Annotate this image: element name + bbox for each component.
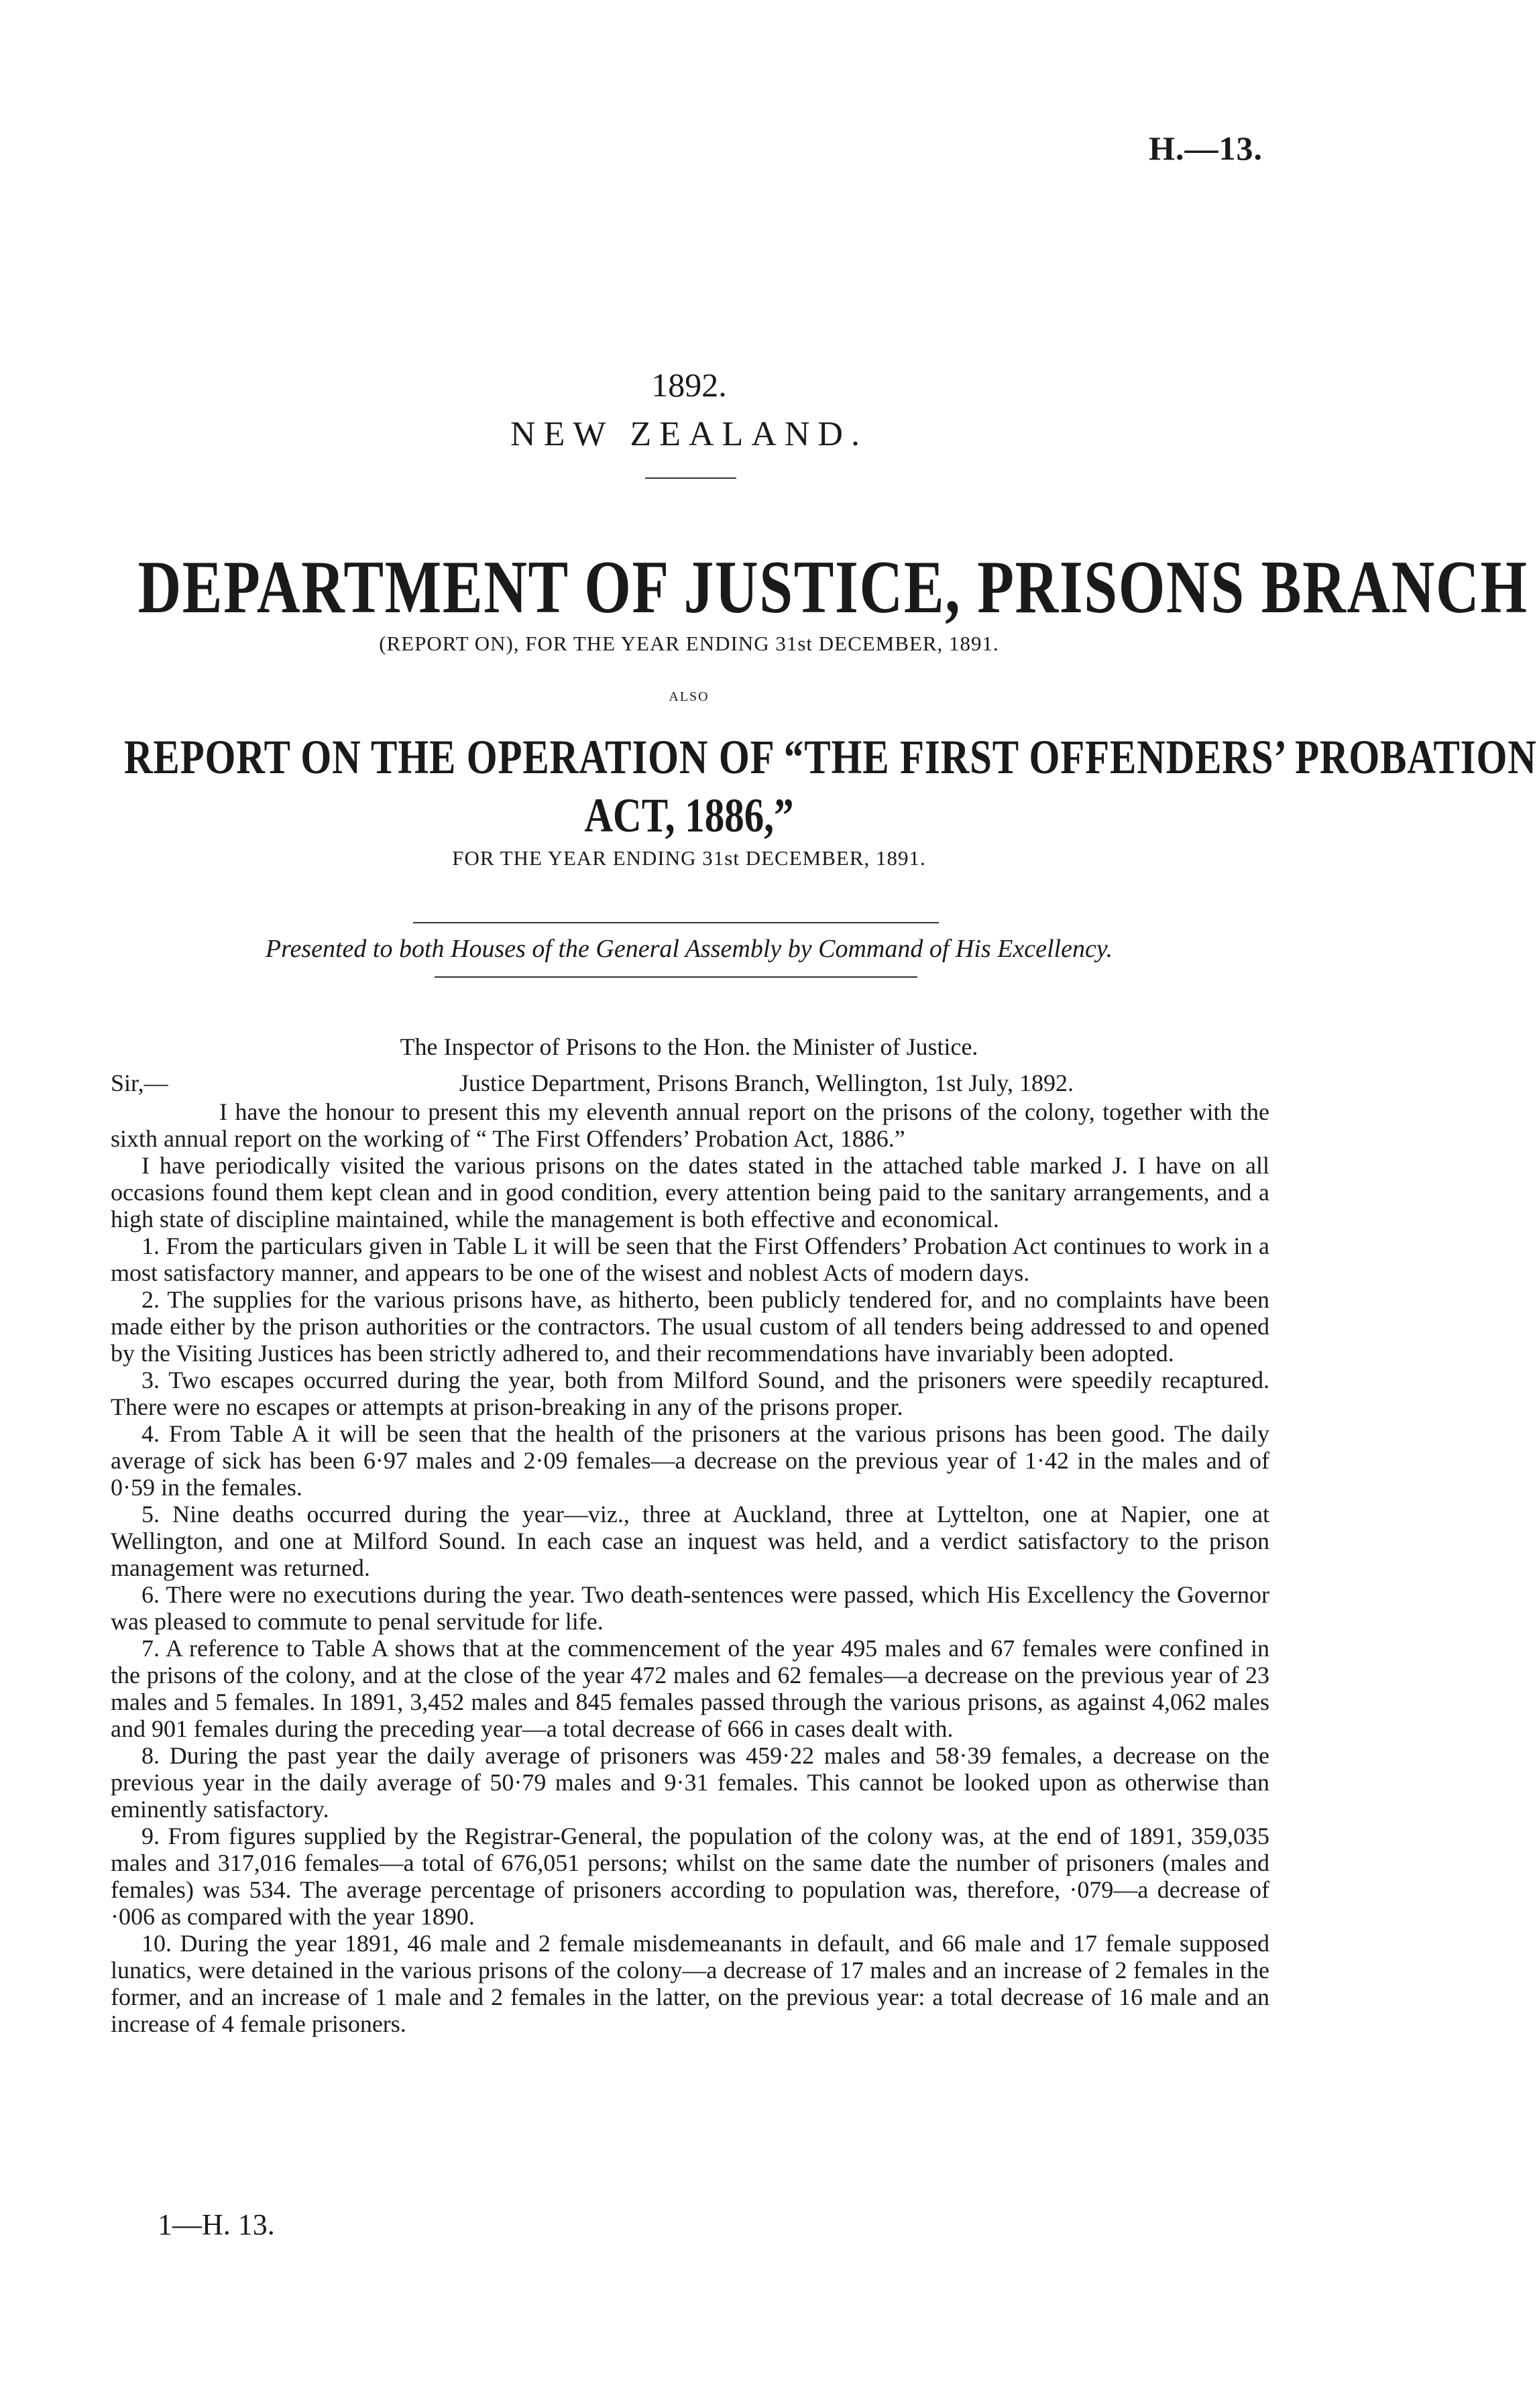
paragraph-2: 2. The supplies for the various prisons have, as hitherto, been publicly tendered for, and no complaints have been made either by the prison authorities or the contractors. The usual custom of all tenders being addressed to and opened by the Visiting Justices has been strictly adhered to, and their recommendations have invariably been adopted. <box>111 1286 1269 1367</box>
paragraph-5: 5. Nine deaths occurred during the year—viz., three at Auckland, three at Lyttelton, one at Napier, one at Wellington, and one at Milford Sound. In each case an inquest was held, and a verdict satisfactory to the prison management was returned. <box>111 1501 1269 1581</box>
document-reference: H.—13. <box>1149 129 1263 167</box>
paragraph-10: 10. During the year 1891, 46 male and 2 female misdemeanants in default, and 66 male and 17 female supposed lunatics, were detained in the various prisons of the colony—a decrease of 17 males and an increase of 2 females in the former, and an increase of 1 male and 2 females in the latter, on the previous year: a total decrease of 16 male and an increase of 4 female prisoners. <box>111 1930 1269 2037</box>
paragraph-visits: I have periodically visited the various prisons on the dates stated in the attached table marked J. I have on all occasions found them kept clean and in good condition, every attention being paid to the sanitary arrangements, and a high state of discipline maintained, while the management is both effective and economical. <box>111 1152 1269 1232</box>
also-label: ALSO <box>669 689 709 704</box>
second-report-title: REPORT ON THE OPERATION OF “THE FIRST OFFENDERS’ PROBATION <box>123 730 1537 784</box>
report-subtitle: (REPORT ON), FOR THE YEAR ENDING 31st DECEMBER, 1891. <box>379 632 999 655</box>
dateline: Justice Department, Prisons Branch, Wellington, 1st July, 1892. <box>459 1070 1074 1096</box>
paragraph-6: 6. There were no executions during the year. Two death-sentences were passed, which His Excellency the Governor was pleased to commute to penal servitude for life. <box>111 1581 1269 1635</box>
paragraph-4: 4. From Table A it will be seen that the health of the prisoners at the various prisons has been good. The daily average of sick has been 6·97 males and 2·09 females—a decrease on the previous year of 1·42 in the males and of 0·59 in the females. <box>111 1420 1269 1501</box>
letter-body <box>111 1098 1269 2037</box>
letter-address-line: The Inspector of Prisons to the Hon. the Minister of Justice. <box>400 1033 978 1060</box>
paragraph-1: 1. From the particulars given in Table L it will be seen that the First Offenders’ Probation Act continues to work in a most satisfactory manner, and appears to be one of the wisest and noblest Acts of modern days. <box>111 1232 1269 1286</box>
divider <box>645 477 736 479</box>
second-report-subtitle: FOR THE YEAR ENDING 31st DECEMBER, 1891. <box>452 846 926 870</box>
presented-line: Presented to both Houses of the General Assembly by Command of His Excellency. <box>265 935 1113 963</box>
country-heading: NEW ZEALAND. <box>510 415 868 453</box>
second-report-title-continued: ACT, 1886,” <box>584 789 794 842</box>
divider <box>435 976 917 978</box>
paragraph-3: 3. Two escapes occurred during the year, both from Milford Sound, and the prisoners were speedily recaptured. There were no escapes or attempts at prison-breaking in any of the prisons proper. <box>111 1367 1269 1420</box>
salutation: Sir,— <box>111 1070 168 1096</box>
document-year: 1892. <box>651 366 727 404</box>
paragraph-9: 9. From figures supplied by the Registrar-General, the population of the colony was, at the end of 1891, 359,035 males and 317,016 females—a total of 676,051 persons; whilst on the same date the number of prisoners (males and females) was 534. The average percentage of prisoners according to population was, therefore, ·079—a decrease of ·006 as compared with the year 1890. <box>111 1823 1269 1930</box>
paragraph-8: 8. During the past year the daily average of prisoners was 459·22 males and 58·39 females, a decrease on the previous year in the daily average of 50·79 males and 9·31 females. This cannot be looked upon as otherwise than eminently satisfactory. <box>111 1742 1269 1823</box>
paragraph-intro: I have the honour to present this my eleventh annual report on the prisons of the colony, together with the sixth annual report on the working of “ The First Offenders’ Probation Act, 1886.” <box>111 1098 1269 1152</box>
page-folio: 1—H. 13. <box>158 2208 275 2241</box>
paragraph-7: 7. A reference to Table A shows that at the commencement of the year 495 males and 67 females were confined in the prisons of the colony, and at the close of the year 472 males and 62 females—a decrease on the previous year of 23 males and 5 females. In 1891, 3,452 males and 845 females passed through the various prisons, as against 4,062 males and 901 females during the preceding year—a total decrease of 666 in cases dealt with. <box>111 1635 1269 1742</box>
divider <box>413 922 939 923</box>
report-title: DEPARTMENT OF JUSTICE, PRISONS BRANCH <box>137 546 1528 629</box>
